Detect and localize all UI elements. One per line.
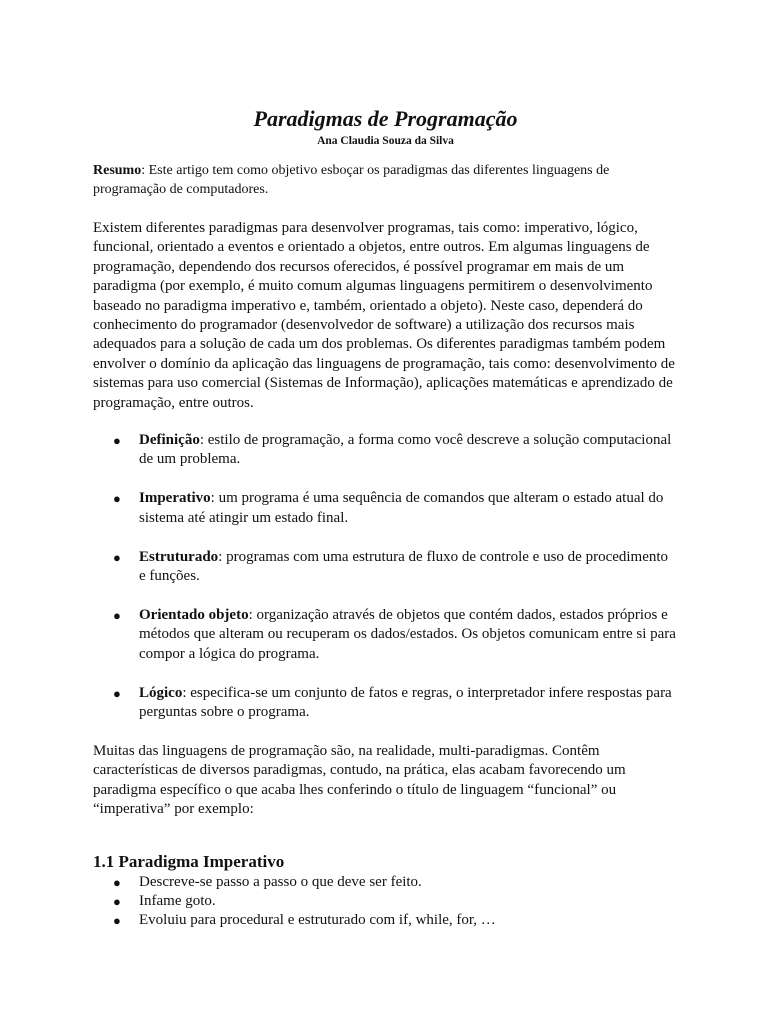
list-item bbox=[93, 873, 678, 892]
bullet-icon: ● bbox=[113, 685, 121, 701]
definition-text: : especifica-se um conjunto de fatos e regras, o interpretador infere respostas para perguntas sobre o programa. bbox=[139, 684, 672, 721]
definition-text: : um programa é uma sequência de comandos que alteram o estado atual do sistema até atingir um estado final. bbox=[139, 490, 664, 526]
definition-text: : organização através de objetos que contém dados, estados próprios e métodos que alteram ou recuperam os dados/estados. Os objetos comunicam entre si para compor a lógica do programa. bbox=[139, 607, 676, 662]
bullet-icon: ● bbox=[113, 894, 121, 910]
definition-term: Imperativo bbox=[139, 490, 211, 507]
list-item bbox=[93, 892, 678, 911]
document-author: Ana Claudia Souza da Silva bbox=[317, 135, 454, 147]
definition-item bbox=[93, 606, 678, 664]
definition-term: Orientado objeto bbox=[139, 607, 249, 623]
definition-item bbox=[93, 489, 678, 528]
list-item-text: Evoluiu para procedural e estruturado com if, while, for, … bbox=[139, 912, 496, 929]
definitions-list bbox=[93, 431, 678, 722]
bullet-icon: ● bbox=[113, 433, 121, 449]
definition-item bbox=[93, 684, 678, 723]
definition-term: Estruturado bbox=[139, 548, 219, 565]
section-heading: 1.1 Paradigma Imperativo bbox=[93, 851, 285, 871]
bullet-icon: ● bbox=[113, 913, 121, 929]
definition-term: Definição bbox=[139, 432, 200, 449]
multi-paradigm-paragraph: Muitas das linguagens de programação são, na realidade, multi-paradigmas. Contêm características de diversos paradigmas, contudo, na prática, elas acabam favorecendo um paradigma específico o que acaba lhes conferindo o título de linguagem “funcional” ou “imperativa” por exemplo: bbox=[93, 743, 626, 818]
abstract-label: Resumo bbox=[93, 163, 142, 178]
intro-paragraph: Existem diferentes paradigmas para desenvolver programas, tais como: imperativo, lógico, funcional, orientado a eventos e orientado a objetos, entre outros. Em algumas linguagens de programação, dependendo dos recursos oferecidos, é possível programar em mais de um paradigma (por exemplo, é muito comum algumas linguagens permitirem o desenvolvimento baseado no paradigma imperativo e, também, orientado a objeto). Neste caso, dependerá do conhecimento do programador (desenvolvedor de software) a utilização dos recursos mais adequados para a solução de cada um dos problemas. Os diferentes paradigmas também podem envolver o domínio da aplicação das linguagens de programação, tais como: desenvolvimento de sistemas para uso comercial (Sistemas de Informação), aplicações matemáticas e aprendizado de programação, entre outros. bbox=[93, 220, 675, 411]
list-item-text: Infame goto. bbox=[139, 893, 216, 910]
document-title: Paradigmas de Programação bbox=[253, 106, 518, 131]
bullet-icon: ● bbox=[113, 491, 121, 507]
bullet-icon: ● bbox=[113, 874, 121, 890]
definition-item bbox=[93, 548, 678, 587]
bullet-icon: ● bbox=[113, 608, 121, 623]
document-page bbox=[93, 105, 678, 931]
definition-text: : programas com uma estrutura de fluxo de controle e uso de procedimento e funções. bbox=[139, 548, 669, 585]
abstract-text: : Este artigo tem como objetivo esboçar os paradigmas das diferentes linguagens de programação de computadores. bbox=[93, 163, 610, 197]
list-item-text: Descreve-se passo a passo o que deve ser feito. bbox=[139, 873, 422, 890]
definition-text: : estilo de programação, a forma como você descreve a solução computacional de um problema. bbox=[139, 432, 672, 468]
list-item bbox=[93, 911, 678, 930]
bullet-icon: ● bbox=[113, 549, 121, 565]
definition-item bbox=[93, 431, 678, 470]
abstract bbox=[93, 161, 678, 199]
definition-term: Lógico bbox=[139, 684, 183, 701]
section-list bbox=[93, 873, 678, 931]
